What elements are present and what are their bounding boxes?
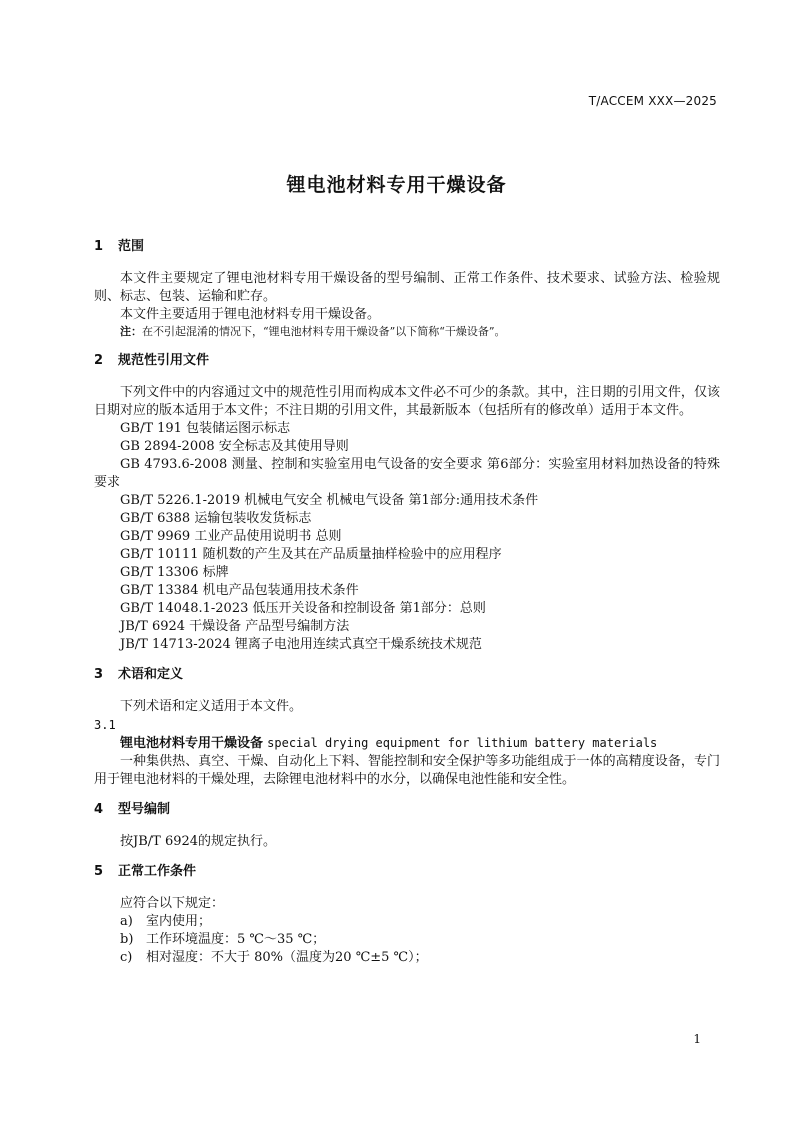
term-chinese: 锂电池材料专用干燥设备 [120,736,264,751]
reference-item: GB/T 191 包装储运图示标志 [120,421,291,436]
section-number: 5 [94,864,104,879]
section-number: 4 [94,802,104,817]
reference-item: GB/T 13306 标牌 [120,565,229,580]
note [94,324,720,340]
standard-code: T/ACCEM XXX—2025 [588,94,717,108]
term-entry [94,734,720,753]
document-title: 锂电池材料专用干燥设备 [286,174,507,196]
reference-item: JB/T 14713-2024 锂离子电池用连续式真空干燥系统技术规范 [120,637,482,652]
list-text: 相对湿度：不大于 80%（温度为20 ℃±5 ℃）； [146,950,428,965]
list-text: 工作环境温度：5 ℃～35 ℃； [146,932,326,947]
paragraph: 下列术语和定义适用于本文件。 [120,699,303,714]
term-number: 3.1 [94,718,116,732]
paragraph: 下列文件中的内容通过文中的规范性引用而构成本文件必不可少的条款。其中，注日期的引用文件，仅该日期对应的版本适用于本文件；不注日期的引用文件，其最新版本（包括所有的修改单）适用于本文件。 [94,385,720,418]
reference-item: GB/T 10111 随机数的产生及其在产品质量抽样检验中的应用程序 [120,547,502,562]
section-title: 范围 [118,239,145,254]
section-2-heading [94,352,720,370]
section-number: 1 [94,239,104,254]
reference-item: GB/T 5226.1-2019 机械电气安全 机械电气设备 第1部分:通用技术条件 [120,493,539,508]
section-title: 型号编制 [118,802,171,817]
reference-item: GB/T 9969 工业产品使用说明书 总则 [120,529,342,544]
section-title: 正常工作条件 [118,864,197,879]
section-number: 2 [94,353,104,368]
list-item [94,931,720,949]
section-title: 规范性引用文件 [118,353,210,368]
reference-item: GB/T 13384 机电产品包装通用技术条件 [120,583,359,598]
reference-item: GB 2894-2008 安全标志及其使用导则 [120,439,349,454]
term-definition: 一种集供热、真空、干燥、自动化上下料、智能控制和安全保护等多功能组成于一体的高精度设备，专门用于锂电池材料的干燥处理，去除锂电池材料中的水分，以确保电池性能和安全性。 [94,754,720,787]
paragraph: 本文件主要规定了锂电池材料专用干燥设备的型号编制、正常工作条件、技术要求、试验方法、检验规则、标志、包装、运输和贮存。 [94,271,720,304]
list-marker: b) [120,932,134,947]
term-english: special drying equipment for lithium battery materials [267,736,658,750]
document-body [94,238,720,967]
page-number: 1 [693,1032,701,1046]
section-title: 术语和定义 [118,667,184,682]
reference-item: GB 4793.6-2008 测量、控制和实验室用电气设备的安全要求 第6部分：实验室用材料加热设备的特殊要求 [94,457,720,490]
reference-item: GB/T 14048.1-2023 低压开关设备和控制设备 第1部分：总则 [120,601,486,616]
reference-item: GB/T 6388 运输包装收发货标志 [120,511,312,526]
section-5-heading [94,863,720,881]
list-text: 室内使用； [146,914,212,929]
paragraph: 本文件主要适用于锂电池材料专用干燥设备。 [120,307,381,322]
section-number: 3 [94,667,104,682]
reference-item: JB/T 6924 干燥设备 产品型号编制方法 [120,619,350,634]
list-marker: a) [120,914,133,929]
section-3-heading [94,666,720,684]
note-text: 在不引起混淆的情况下，“锂电池材料专用干燥设备”以下简称“干燥设备”。 [142,325,506,338]
list-item [94,913,720,931]
paragraph: 按JB/T 6924的规定执行。 [120,834,277,849]
paragraph: 应符合以下规定： [120,896,225,911]
note-label: 注： [120,325,142,338]
section-1-heading [94,238,720,256]
list-marker: c) [120,950,133,965]
section-4-heading [94,801,720,819]
list-item [94,949,720,967]
